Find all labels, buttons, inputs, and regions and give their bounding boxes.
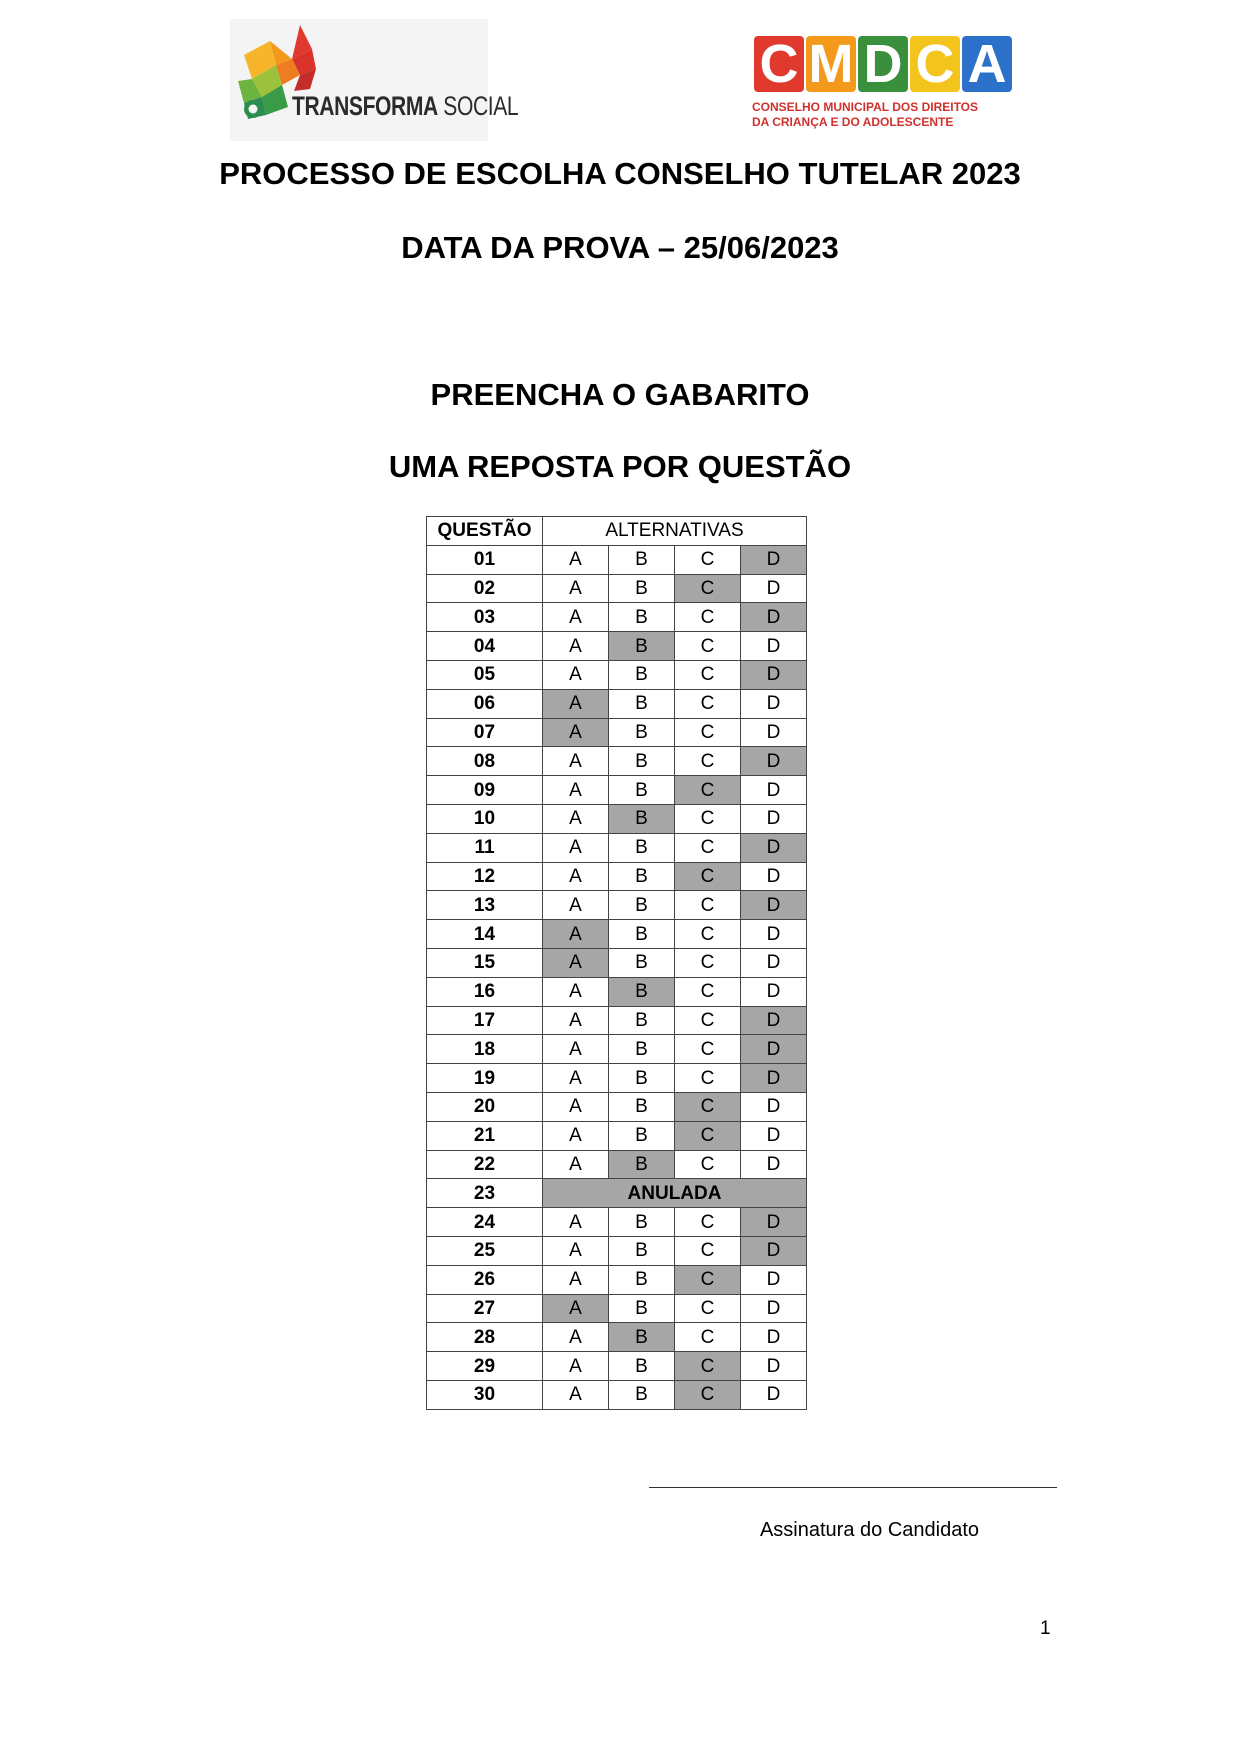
table-row — [427, 1064, 807, 1093]
answer-option[interactable]: A — [543, 862, 609, 891]
answer-option[interactable]: A — [543, 1150, 609, 1179]
transforma-social-logo — [230, 19, 519, 141]
question-number: 04 — [427, 632, 543, 661]
answer-option-marked[interactable]: D — [741, 747, 807, 776]
answer-option[interactable]: B — [609, 862, 675, 891]
answer-option[interactable]: D — [741, 1380, 807, 1409]
table-row — [427, 977, 807, 1006]
question-number: 23 — [427, 1179, 543, 1208]
answer-option[interactable]: C — [675, 1150, 741, 1179]
table-row — [427, 632, 807, 661]
exam-date: DATA DA PROVA – 25/06/2023 — [401, 230, 839, 265]
cmdca-subtitle-line-2: DA CRIANÇA E DO ADOLESCENTE — [752, 115, 954, 129]
answer-option-marked[interactable]: D — [741, 1035, 807, 1064]
answer-option[interactable]: C — [675, 1294, 741, 1323]
page-number: 1 — [1040, 1618, 1051, 1639]
answer-option-marked[interactable]: A — [543, 948, 609, 977]
answer-option-marked[interactable]: C — [675, 1092, 741, 1121]
table-row — [427, 1092, 807, 1121]
question-number: 02 — [427, 574, 543, 603]
answer-option[interactable]: B — [609, 948, 675, 977]
table-row — [427, 920, 807, 949]
table-row — [427, 891, 807, 920]
question-number: 15 — [427, 948, 543, 977]
answer-option-marked[interactable]: A — [543, 718, 609, 747]
cmdca-wordmark — [754, 36, 1012, 92]
question-number: 19 — [427, 1064, 543, 1093]
instruction-one-answer: UMA REPOSTA POR QUESTÃO — [388, 449, 852, 484]
signature-label: Assinatura do Candidato — [759, 1519, 980, 1541]
question-number: 28 — [427, 1323, 543, 1352]
answer-key-table — [426, 516, 807, 1410]
answer-option[interactable]: B — [609, 747, 675, 776]
answer-option[interactable]: B — [609, 603, 675, 632]
answer-option[interactable]: D — [741, 1265, 807, 1294]
answer-option-marked[interactable]: B — [609, 1150, 675, 1179]
answer-option[interactable]: A — [543, 632, 609, 661]
column-header-alternatives: ALTERNATIVAS — [543, 517, 807, 546]
question-number: 13 — [427, 891, 543, 920]
answer-option[interactable]: A — [543, 776, 609, 805]
answer-option[interactable]: D — [741, 689, 807, 718]
table-row — [427, 689, 807, 718]
answer-option[interactable]: D — [741, 632, 807, 661]
cmdca-letter: M — [806, 36, 856, 92]
table-row — [427, 1294, 807, 1323]
table-row — [427, 1380, 807, 1409]
question-number: 25 — [427, 1236, 543, 1265]
answer-option[interactable]: A — [543, 1006, 609, 1035]
answer-option[interactable]: C — [675, 632, 741, 661]
answer-option[interactable]: A — [543, 891, 609, 920]
answer-option-marked[interactable]: C — [675, 1121, 741, 1150]
question-number: 21 — [427, 1121, 543, 1150]
answer-option[interactable]: C — [675, 603, 741, 632]
answer-option-marked[interactable]: B — [609, 1323, 675, 1352]
question-number: 22 — [427, 1150, 543, 1179]
answer-option[interactable]: B — [609, 1121, 675, 1150]
question-number: 12 — [427, 862, 543, 891]
table-row — [427, 1323, 807, 1352]
table-row — [427, 603, 807, 632]
answer-option[interactable]: D — [741, 1121, 807, 1150]
answer-option[interactable]: C — [675, 1035, 741, 1064]
question-number: 24 — [427, 1208, 543, 1237]
answer-option[interactable]: D — [741, 1323, 807, 1352]
answer-option[interactable]: C — [675, 833, 741, 862]
question-number: 16 — [427, 977, 543, 1006]
answer-option[interactable]: B — [609, 574, 675, 603]
answer-option-marked[interactable]: A — [543, 920, 609, 949]
answer-option[interactable]: C — [675, 1006, 741, 1035]
answer-option-marked[interactable]: C — [675, 1265, 741, 1294]
answer-option[interactable]: A — [543, 1092, 609, 1121]
answer-option[interactable]: B — [609, 1352, 675, 1381]
table-row — [427, 545, 807, 574]
cmdca-letter: D — [858, 36, 908, 92]
answer-option[interactable]: B — [609, 689, 675, 718]
answer-option[interactable]: C — [675, 545, 741, 574]
answer-option[interactable]: A — [543, 603, 609, 632]
answer-option[interactable]: C — [675, 977, 741, 1006]
table-row — [427, 804, 807, 833]
instruction-fill: PREENCHA O GABARITO — [430, 377, 810, 412]
answer-option[interactable]: A — [543, 1380, 609, 1409]
answer-option[interactable]: A — [543, 1236, 609, 1265]
answer-option[interactable]: B — [609, 545, 675, 574]
question-number: 18 — [427, 1035, 543, 1064]
answer-option[interactable]: A — [543, 1265, 609, 1294]
answer-option-marked[interactable]: D — [741, 545, 807, 574]
answer-option-marked[interactable]: D — [741, 833, 807, 862]
answer-option[interactable]: C — [675, 660, 741, 689]
table-row — [427, 776, 807, 805]
question-number: 20 — [427, 1092, 543, 1121]
answer-option-marked[interactable]: D — [741, 660, 807, 689]
table-row — [427, 1208, 807, 1237]
answer-option[interactable]: D — [741, 1150, 807, 1179]
table-row — [427, 948, 807, 977]
question-number: 14 — [427, 920, 543, 949]
answer-option-marked[interactable]: A — [543, 1294, 609, 1323]
table-row — [427, 718, 807, 747]
answer-option-marked[interactable]: D — [741, 1064, 807, 1093]
answer-option[interactable]: D — [741, 862, 807, 891]
answer-option[interactable]: C — [675, 689, 741, 718]
question-number: 26 — [427, 1265, 543, 1294]
answer-option[interactable]: A — [543, 804, 609, 833]
answer-option[interactable]: D — [741, 920, 807, 949]
answer-option[interactable]: B — [609, 1236, 675, 1265]
table-row — [427, 862, 807, 891]
answer-option[interactable]: D — [741, 977, 807, 1006]
answer-option[interactable]: D — [741, 718, 807, 747]
answer-option[interactable]: C — [675, 718, 741, 747]
question-number: 03 — [427, 603, 543, 632]
answer-option[interactable]: A — [543, 545, 609, 574]
answer-option[interactable]: A — [543, 833, 609, 862]
answer-option[interactable]: C — [675, 804, 741, 833]
question-number: 07 — [427, 718, 543, 747]
table-row — [427, 1352, 807, 1381]
answer-option[interactable]: B — [609, 1380, 675, 1409]
table-row — [427, 660, 807, 689]
exam-title: PROCESSO DE ESCOLHA CONSELHO TUTELAR 2023 — [219, 156, 1021, 191]
question-number: 17 — [427, 1006, 543, 1035]
answer-option[interactable]: B — [609, 1092, 675, 1121]
answer-option[interactable]: D — [741, 776, 807, 805]
chameleon-icon — [230, 19, 488, 141]
answer-option[interactable]: B — [609, 1064, 675, 1093]
answer-option-marked[interactable]: C — [675, 1352, 741, 1381]
answer-option[interactable]: C — [675, 948, 741, 977]
cmdca-letter: C — [754, 36, 804, 92]
table-row — [427, 1006, 807, 1035]
answer-option[interactable]: A — [543, 1352, 609, 1381]
question-number: 29 — [427, 1352, 543, 1381]
answer-option-marked[interactable]: D — [741, 1006, 807, 1035]
answer-option-marked[interactable]: D — [741, 1236, 807, 1265]
table-row — [427, 1035, 807, 1064]
table-row — [427, 1179, 807, 1208]
answer-option[interactable]: A — [543, 660, 609, 689]
question-number: 11 — [427, 833, 543, 862]
answer-option[interactable]: C — [675, 747, 741, 776]
answer-option[interactable]: A — [543, 1121, 609, 1150]
answer-option[interactable]: D — [741, 1092, 807, 1121]
cmdca-subtitle-line-1: CONSELHO MUNICIPAL DOS DIREITOS — [752, 100, 979, 114]
answer-option[interactable]: A — [543, 1035, 609, 1064]
table-header-row — [427, 517, 807, 546]
transforma-social-wordmark: TRANSFORMA SOCIAL — [292, 91, 519, 121]
table-row — [427, 574, 807, 603]
answer-option[interactable]: A — [543, 747, 609, 776]
answer-option[interactable]: B — [609, 1265, 675, 1294]
answer-option[interactable]: C — [675, 920, 741, 949]
answer-option[interactable]: A — [543, 1208, 609, 1237]
cmdca-letter: C — [910, 36, 960, 92]
answer-option-marked[interactable]: D — [741, 891, 807, 920]
answer-option[interactable]: A — [543, 574, 609, 603]
signature-line[interactable] — [649, 1487, 1057, 1488]
answer-option[interactable]: D — [741, 804, 807, 833]
answer-option[interactable]: A — [543, 1064, 609, 1093]
table-row — [427, 833, 807, 862]
answer-option[interactable]: B — [609, 660, 675, 689]
answer-option[interactable]: C — [675, 1208, 741, 1237]
question-number: 05 — [427, 660, 543, 689]
answer-option-marked[interactable]: B — [609, 977, 675, 1006]
answer-option-marked[interactable]: C — [675, 862, 741, 891]
answer-option-marked[interactable]: D — [741, 1208, 807, 1237]
answer-option[interactable]: B — [609, 833, 675, 862]
answer-option-marked[interactable]: C — [675, 776, 741, 805]
question-number: 10 — [427, 804, 543, 833]
answer-rows — [427, 545, 807, 1409]
cmdca-letter: A — [962, 36, 1012, 92]
question-number: 01 — [427, 545, 543, 574]
cmdca-subtitle — [752, 100, 1017, 130]
answer-option[interactable]: B — [609, 891, 675, 920]
answer-option[interactable]: B — [609, 1035, 675, 1064]
answer-option[interactable]: B — [609, 1294, 675, 1323]
answer-option[interactable]: A — [543, 1323, 609, 1352]
answer-option-marked[interactable]: C — [675, 574, 741, 603]
answer-option[interactable]: A — [543, 977, 609, 1006]
table-row — [427, 1265, 807, 1294]
table-row — [427, 1236, 807, 1265]
question-number: 27 — [427, 1294, 543, 1323]
answer-option[interactable]: D — [741, 1352, 807, 1381]
answer-option[interactable]: B — [609, 1208, 675, 1237]
table-row — [427, 1150, 807, 1179]
answer-option[interactable]: C — [675, 1064, 741, 1093]
answer-option[interactable]: D — [741, 574, 807, 603]
answer-option-marked[interactable]: A — [543, 689, 609, 718]
answer-option-marked[interactable]: B — [609, 804, 675, 833]
answer-option-marked[interactable]: D — [741, 603, 807, 632]
answer-option[interactable]: C — [675, 1323, 741, 1352]
cmdca-logo — [752, 36, 1017, 136]
answer-option[interactable]: B — [609, 776, 675, 805]
question-number: 30 — [427, 1380, 543, 1409]
answer-option-marked[interactable]: B — [609, 632, 675, 661]
question-number: 09 — [427, 776, 543, 805]
answer-option[interactable]: C — [675, 1236, 741, 1265]
answer-option[interactable]: D — [741, 948, 807, 977]
answer-option-marked[interactable]: C — [675, 1380, 741, 1409]
answer-option[interactable]: B — [609, 1006, 675, 1035]
answer-option[interactable]: D — [741, 1294, 807, 1323]
answer-option[interactable]: C — [675, 891, 741, 920]
annulled-cell: ANULADA — [543, 1179, 807, 1208]
question-number: 08 — [427, 747, 543, 776]
table-row — [427, 1121, 807, 1150]
answer-option[interactable]: B — [609, 920, 675, 949]
column-header-question: QUESTÃO — [427, 517, 543, 546]
table-row — [427, 747, 807, 776]
answer-option[interactable]: B — [609, 718, 675, 747]
question-number: 06 — [427, 689, 543, 718]
